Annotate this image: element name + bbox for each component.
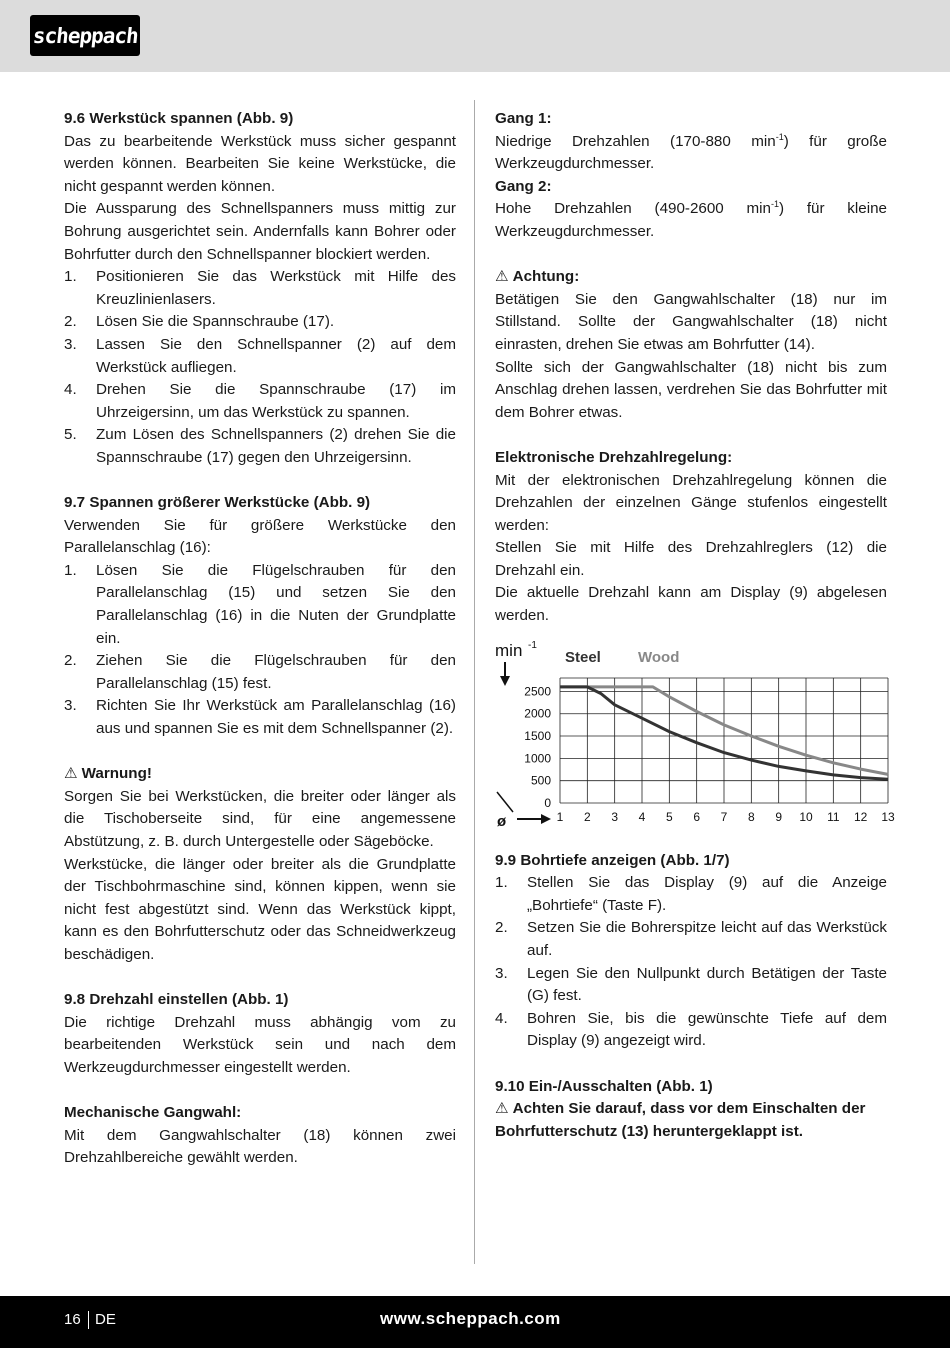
language-code: DE bbox=[95, 1311, 116, 1328]
legend-wood: Wood bbox=[638, 648, 680, 666]
y-axis-unit: min bbox=[495, 640, 523, 660]
list-item-text: Lösen Sie die Flügelschrauben für den Parallelanschlag (15) und setzen Sie den Parallelanschlag (16) in die Nuten der Grundplatte ein. bbox=[96, 561, 456, 647]
list-item bbox=[64, 695, 456, 740]
section-9-7-para-1: Verwenden Sie für größere Werkstücke den Parallelanschlag (16): bbox=[64, 516, 456, 557]
section-9-10-note: ⚠ Achten Sie darauf, dass vor dem Einschalten der Bohrfutterschutz (13) heruntergeklappt ist. bbox=[495, 1100, 866, 1140]
page-number: 16 bbox=[64, 1311, 81, 1328]
list-item-text: Lassen Sie den Schnellspanner (2) auf dem Werkstück aufliegen. bbox=[96, 335, 456, 376]
footer-separator bbox=[88, 1311, 89, 1329]
list-item-number: 5. bbox=[64, 426, 77, 444]
list-item bbox=[64, 424, 456, 469]
page-footer bbox=[0, 1296, 950, 1348]
electronic-speed-title: Elektronische Drehzahlregelung: bbox=[495, 448, 733, 466]
caution-icon: ⚠ bbox=[495, 268, 509, 286]
list-item bbox=[495, 872, 887, 917]
x-tick-label: 1 bbox=[556, 809, 564, 824]
section-9-8-para-1: Die richtige Drehzahl muss abhängig vom zu bearbeitenden Werkstück sein und nach dem Werkzeugdurchmesser eingestellt werden. bbox=[64, 1013, 456, 1076]
list-item-number: 1. bbox=[64, 561, 77, 579]
y-tick-label: 1000 bbox=[524, 751, 551, 766]
website-link[interactable]: www.scheppach.com bbox=[380, 1309, 561, 1328]
x-tick-label: 5 bbox=[665, 809, 673, 824]
x-tick-label: 8 bbox=[747, 809, 755, 824]
legend-steel: Steel bbox=[565, 648, 601, 666]
section-9-6-para-2: Die Aussparung des Schnellspanners muss mittig zur Bohrung ausgerichtet sein. Andernfalls kann Bohrer oder Bohrfutter durch den Schnellspanner blockiert werden. bbox=[64, 200, 456, 263]
section-9-7-title: 9.7 Spannen größerer Werkstücke (Abb. 9) bbox=[64, 494, 371, 512]
caution-para-2: Sollte sich der Gangwahlschalter (18) nicht bis zum Anschlag drehen lassen, verdrehen Sie das Bohrfutter mit dem Bohrer etwas. bbox=[495, 358, 887, 421]
list-item bbox=[64, 650, 456, 695]
y-tick-label: 0 bbox=[544, 795, 551, 810]
warning-heading bbox=[64, 763, 456, 786]
list-item bbox=[64, 311, 456, 334]
y-axis-unit-sup: -1 bbox=[528, 639, 537, 651]
gear-1-text: Niedrige Drehzahlen (170-880 $\min^{-1}$) für große Werkzeugdurchmesser. bbox=[495, 131, 887, 173]
y-axis-arrowhead bbox=[500, 676, 510, 686]
x-tick-label: 10 bbox=[799, 809, 813, 824]
warning-icon: ⚠ bbox=[64, 765, 78, 783]
list-item-number: 2. bbox=[64, 652, 77, 670]
x-tick-label: 13 bbox=[881, 809, 895, 824]
x-tick-label: 3 bbox=[611, 809, 619, 824]
caution-heading bbox=[495, 266, 887, 289]
list-item-text: Lösen Sie die Spannschraube (17). bbox=[96, 313, 335, 331]
y-tick-label: 2500 bbox=[524, 684, 551, 699]
left-column bbox=[64, 108, 456, 1170]
caution-title: Achtung: bbox=[512, 268, 580, 286]
list-item-text: Setzen Sie die Bohrerspitze leicht auf das Werkstück auf. bbox=[527, 919, 887, 960]
list-item bbox=[495, 963, 887, 1008]
list-item-number: 1. bbox=[64, 268, 77, 286]
drill-bit-icon bbox=[497, 792, 513, 812]
list-item-text: Drehen Sie die Spannschraube (17) im Uhrzeigersinn, um das Werkstück zu spannen. bbox=[96, 381, 456, 421]
list-item-number: 2. bbox=[495, 919, 508, 937]
x-tick-label: 6 bbox=[693, 809, 701, 824]
section-9-6-steps bbox=[64, 266, 456, 469]
scheppach-logo bbox=[30, 15, 140, 56]
x-tick-label: 9 bbox=[775, 809, 783, 824]
column-divider bbox=[474, 100, 475, 1264]
list-item-text: Legen Sie den Nullpunkt durch Betätigen der Taste (G) fest. bbox=[527, 964, 887, 1005]
section-9-7-steps bbox=[64, 560, 456, 741]
y-tick-label: 1500 bbox=[524, 728, 551, 743]
speed-chart bbox=[495, 640, 895, 840]
gear-2-title: Gang 2: bbox=[495, 177, 552, 195]
warning-title: Warnung! bbox=[81, 765, 152, 783]
list-item-text: Ziehen Sie die Flügelschrauben für den Parallelanschlag (15) fest. bbox=[96, 652, 456, 692]
section-9-8-title: 9.8 Drehzahl einstellen (Abb. 1) bbox=[64, 991, 289, 1009]
list-item-text: Positionieren Sie das Werkstück mit Hilfe des Kreuzlinienlasers. bbox=[96, 268, 456, 308]
list-item-number: 2. bbox=[64, 313, 77, 331]
list-item-number: 3. bbox=[64, 335, 77, 353]
list-item bbox=[495, 1008, 887, 1053]
x-tick-label: 12 bbox=[853, 809, 868, 824]
list-item-text: Zum Lösen des Schnellspanners (2) drehen Sie die Spannschraube (17) gegen den Uhrzeigersinn. bbox=[96, 426, 456, 466]
gear-1-title: Gang 1: bbox=[495, 110, 552, 127]
list-item-number: 1. bbox=[495, 874, 508, 892]
x-axis-arrowhead bbox=[541, 814, 551, 824]
list-item-text: Bohren Sie, bis die gewünschte Tiefe auf dem Display (9) angezeigt wird. bbox=[527, 1009, 887, 1050]
x-tick-label: 4 bbox=[638, 809, 646, 824]
list-item bbox=[64, 334, 456, 379]
mechanical-gear-title: Mechanische Gangwahl: bbox=[64, 1104, 242, 1122]
list-item-number: 3. bbox=[64, 697, 77, 715]
section-9-6-para-1: Das zu bearbeitende Werkstück muss sicher gespannt werden können. Bearbeiten Sie keine Werkstücke, die nicht gespannt werden können. bbox=[64, 132, 456, 195]
right-column bbox=[495, 108, 895, 1143]
warning-para-2: Werkstücke, die länger oder breiter als die Grundplatte der Tischbohrmaschine sind, können kippen, wenn sie nicht fest abgestützt sind. Wenn das Werkstück kippt, kann es den Bohrfutterschutz oder das Schneidwerkzeug beschädigen. bbox=[64, 855, 456, 963]
list-item bbox=[64, 379, 456, 424]
list-item-number: 3. bbox=[495, 964, 508, 982]
section-9-6-title: 9.6 Werkstück spannen (Abb. 9) bbox=[64, 110, 294, 127]
warning-para-1: Sorgen Sie bei Werkstücken, die breiter oder länger als die Tischoberseite sind, für eine angemessene Abstützung, z. B. durch Untergestelle oder Sägeböcke. bbox=[64, 787, 456, 850]
caution-para-1: Betätigen Sie den Gangwahlschalter (18) nur im Stillstand. Sollte der Gangwahlschalter (18) nicht einrasten, drehen Sie etwas am Bohrfutter (14). bbox=[495, 290, 887, 353]
list-item bbox=[64, 560, 456, 650]
x-tick-label: 11 bbox=[827, 809, 840, 824]
x-tick-label: 7 bbox=[720, 809, 728, 824]
electronic-speed-para-3: Die aktuelle Drehzahl kann am Display (9) abgelesen werden. bbox=[495, 584, 887, 625]
x-axis-symbol: ø bbox=[497, 812, 507, 830]
list-item-number: 4. bbox=[64, 381, 77, 399]
list-item bbox=[64, 266, 456, 311]
y-tick-label: 500 bbox=[530, 773, 551, 788]
section-9-9-title: 9.9 Bohrtiefe anzeigen (Abb. 1/7) bbox=[495, 851, 730, 869]
list-item-text: Richten Sie Ihr Werkstück am Parallelanschlag (16) aus und spannen Sie es mit dem Schnellspanner (2). bbox=[96, 697, 456, 738]
gear-2-text: Hohe Drehzahlen (490-2600 $\min^{-1}$) für kleine Werkzeugdurchmesser. bbox=[495, 199, 887, 240]
list-item-text: Stellen Sie das Display (9) auf die Anzeige „Bohrtiefe“ (Taste F). bbox=[527, 874, 887, 914]
list-item bbox=[495, 917, 887, 962]
section-9-10-title: 9.10 Ein-/Ausschalten (Abb. 1) bbox=[495, 1077, 713, 1095]
x-tick-label: 2 bbox=[583, 809, 591, 824]
section-9-9-steps bbox=[495, 872, 887, 1053]
logo-text: scheppach bbox=[31, 23, 139, 48]
list-item-number: 4. bbox=[495, 1009, 508, 1027]
y-tick-label: 2000 bbox=[524, 706, 551, 721]
mechanical-gear-para: Mit dem Gangwahlschalter (18) können zwei Drehzahlbereiche gewählt werden. bbox=[64, 1126, 456, 1167]
caution-icon-9-10: ⚠ bbox=[495, 1100, 509, 1118]
page-header bbox=[0, 0, 950, 72]
electronic-speed-para-2: Stellen Sie mit Hilfe des Drehzahlreglers (12) die Drehzahl ein. bbox=[495, 539, 887, 579]
electronic-speed-para-1: Mit der elektronischen Drehzahlregelung können die Drehzahlen der einzelnen Gänge stufenlos eingestellt werden: bbox=[495, 471, 887, 534]
